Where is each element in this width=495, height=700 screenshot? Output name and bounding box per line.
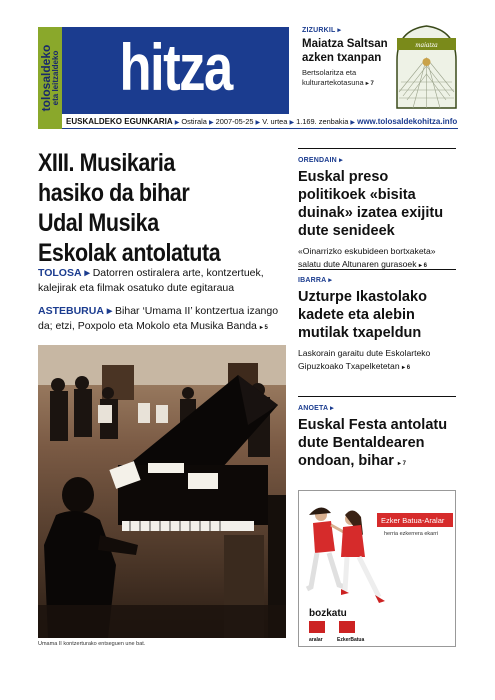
- website-link[interactable]: www.tolosaldekohitza.info: [357, 117, 458, 126]
- story-sub: Laskorain garaitu dute Eskolarteko Gipuzkoako Txapelketetan: [298, 348, 431, 371]
- page-ref: ▸ 6: [418, 263, 427, 269]
- dateline-date: 2007-05-25: [215, 117, 254, 126]
- ezkerbatua-logo-icon: [339, 621, 355, 633]
- arrow-icon: ▸: [330, 405, 334, 412]
- story-title: Uzturpe Ikastolako kadete eta alebin mutilak txapeldun: [298, 289, 427, 341]
- teaser-section: ZIZURKIL: [302, 27, 336, 34]
- arrow-icon: ▸: [328, 277, 333, 284]
- divider: [298, 148, 456, 149]
- lead-headline[interactable]: XIII. Musikaria hasiko da bihar Udal Musika Eskolak antolatuta: [38, 149, 221, 267]
- story-tag: ANOETA: [298, 405, 328, 412]
- page-ref: ▸ 7: [365, 81, 374, 87]
- side-brand-main: tolosaldeko: [39, 44, 53, 112]
- lead-paragraph-2: ASTEBURUA ▸ Bihar ‘Umama II’ kontzertua izango da; etzi, Poxpolo eta Mokolo eta Musika Banda ▸ 5: [38, 305, 279, 332]
- advertisement[interactable]: [298, 490, 456, 647]
- story-sub: «Oinarrizko eskubideen bortxaketa» salatu dute Altunaren gurasoek: [298, 246, 436, 269]
- ad-cta: bozkatu: [309, 608, 347, 619]
- story-tag: IBARRA: [298, 277, 327, 284]
- arrow-icon: ▸: [337, 27, 342, 34]
- ad-artwork: [299, 491, 455, 646]
- dateline-year: V. urtea: [262, 117, 288, 126]
- dateline-label: EUSKALDEKO EGUNKARIA: [66, 117, 173, 126]
- side-brand-sub: eta leitzaldeko: [51, 50, 60, 106]
- divider: [298, 396, 456, 397]
- newspaper-logo: hitza: [119, 30, 232, 104]
- page-ref: ▸ 5: [259, 325, 268, 331]
- story-tag: ORENDAIN: [298, 157, 337, 164]
- side-brand: [38, 27, 62, 129]
- divider: [62, 128, 458, 129]
- teaser-image-text: maiatza: [415, 41, 438, 49]
- ad-brand: Ezker Batua-Aralar: [381, 516, 445, 525]
- ad-logo1: aralar: [309, 637, 323, 643]
- arrow-icon: ▶: [208, 120, 214, 126]
- teaser-title: Maiatza Saltsan azken txanpan: [302, 38, 388, 64]
- arrow-icon: ▶: [174, 120, 180, 126]
- photo-caption: Umama II kontzerturako entseguen une bat.: [38, 641, 146, 647]
- divider: [298, 269, 456, 270]
- lead-photo[interactable]: [38, 345, 286, 638]
- masthead-logo-block[interactable]: [62, 27, 289, 114]
- teaser-subtitle: Bertsolaritza eta kulturartekotasuna: [302, 68, 364, 87]
- arrow-icon: ▸: [339, 157, 343, 164]
- section-kw: ASTEBURUA: [38, 305, 104, 317]
- dateline-issue: 1.169. zenbakia: [296, 117, 349, 126]
- ad-slogan: herria ezkerrera ekarri: [384, 531, 439, 537]
- teaser-image: [393, 22, 460, 110]
- arrow-icon: ▶: [255, 120, 261, 126]
- story-ibarra[interactable]: [298, 276, 456, 375]
- story-orendain[interactable]: [298, 156, 456, 273]
- page-ref: ▸ 7: [397, 461, 406, 467]
- aralar-logo-icon: [309, 621, 325, 633]
- arrow-icon: ▶: [350, 120, 356, 126]
- arrow-icon: ▸: [84, 267, 90, 279]
- arrow-icon: ▸: [106, 305, 113, 317]
- location-kw: TOLOSA: [38, 267, 82, 279]
- arrow-icon: ▶: [289, 120, 295, 126]
- ad-logo2: EzkerBatua: [337, 637, 365, 643]
- top-teaser[interactable]: [302, 26, 398, 89]
- dateline-day: Ostirala: [181, 117, 207, 126]
- page-ref: ▸ 6: [402, 365, 411, 371]
- story-title: Euskal Festa antolatu dute Bentaldearen ondoan, bihar: [298, 417, 448, 469]
- story-anoeta[interactable]: [298, 404, 456, 473]
- lead-paragraph-1: TOLOSA ▸ Datorren ostiralera arte, kontzertuek, kalejirak eta filmak osatuko dute egitaraua: [38, 267, 264, 294]
- dateline: [66, 117, 458, 126]
- story-title: Euskal preso politikoek «bisita duinak» izatea exijitu dute senideek: [298, 169, 444, 239]
